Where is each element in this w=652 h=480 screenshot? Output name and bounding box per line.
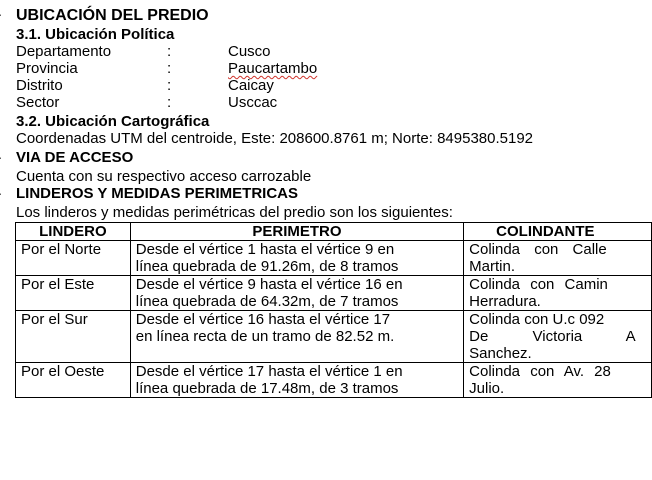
perimetro-line: en línea recta de un tramo de 82.52 m. [135,328,395,345]
access-text: Cuenta con su respectivo acceso carrozable [16,168,312,185]
list-bullet [0,4,4,14]
colindante-line: Colinda con Av. 28 [469,363,611,380]
political-row [0,43,652,60]
political-row [0,60,652,77]
cell-perimetro [130,311,463,363]
cell-colindante [464,311,652,363]
colindante-line: Colinda con U.c 092 [469,311,605,328]
section-title-location: UBICACIÓN DEL PREDIO [16,7,209,24]
political-row [0,94,652,111]
cell-perimetro [130,241,463,276]
cell-colindante [464,363,652,398]
colindante-line: De Victoria A [469,328,636,345]
table-row [16,363,652,398]
political-key: Distrito [16,77,63,94]
section-title-access: VIA DE ACCESO [16,149,134,166]
perimetro-line: Desde el vértice 1 hasta el vértice 9 en [135,241,395,258]
colindante-line: Sanchez. [469,345,532,362]
cell-lindero: Por el Norte [16,241,131,276]
header-lindero: LINDERO [16,223,131,241]
section-title-boundaries: LINDEROS Y MEDIDAS PERIMETRICAS [16,185,298,202]
colindante-line: Herradura. [469,293,541,310]
cell-lindero: Por el Este [16,276,131,311]
header-colindante: COLINDANTE [464,223,652,241]
subsection-title-political: 3.1. Ubicación Política [16,26,175,43]
colindante-line: Martin. [469,258,515,275]
cell-colindante [464,276,652,311]
perimetro-line: línea quebrada de 17.48m, de 3 tramos [135,380,399,397]
political-value: Cusco [228,43,271,60]
political-key: Departamento [16,43,112,60]
header-perimetro: PERIMETRO [130,223,463,241]
boundaries-intro: Los linderos y medidas perimétricas del predio son los siguientes: [16,204,453,221]
political-value: Paucartambo [228,60,318,77]
perimetro-line: línea quebrada de 64.32m, de 7 tramos [135,293,399,310]
political-separator: : [167,60,172,77]
political-key: Provincia [16,60,78,77]
perimetro-line: línea quebrada de 91.26m, de 8 tramos [135,258,399,275]
political-value: Usccac [228,94,278,111]
table-row [16,311,652,363]
political-value: Caicay [228,77,274,94]
table-header-row [16,223,652,241]
perimetro-line: Desde el vértice 9 hasta el vértice 16 en [135,276,403,293]
perimetro-line: Desde el vértice 17 hasta el vértice 1 en [135,363,403,380]
cell-colindante [464,241,652,276]
political-separator: : [167,43,172,60]
cell-perimetro [130,363,463,398]
colindante-line: Colinda con Camin [469,276,608,293]
cell-lindero: Por el Oeste [16,363,131,398]
list-bullet [0,147,4,157]
table-row [16,241,652,276]
political-separator: : [167,77,172,94]
table-row [16,276,652,311]
boundaries-table [15,222,652,398]
cell-perimetro [130,276,463,311]
political-row [0,77,652,94]
subsection-title-cartographic: 3.2. Ubicación Cartográfica [16,113,210,130]
cell-lindero: Por el Sur [16,311,131,363]
perimetro-line: Desde el vértice 16 hasta el vértice 17 [135,311,391,328]
cartographic-text: Coordenadas UTM del centroide, Este: 208600.8761 m; Norte: 8495380.5192 [16,130,534,147]
colindante-line: Colinda con Calle [469,241,607,258]
list-bullet [0,183,4,193]
political-separator: : [167,94,172,111]
colindante-line: Julio. [469,380,505,397]
political-key: Sector [16,94,60,111]
